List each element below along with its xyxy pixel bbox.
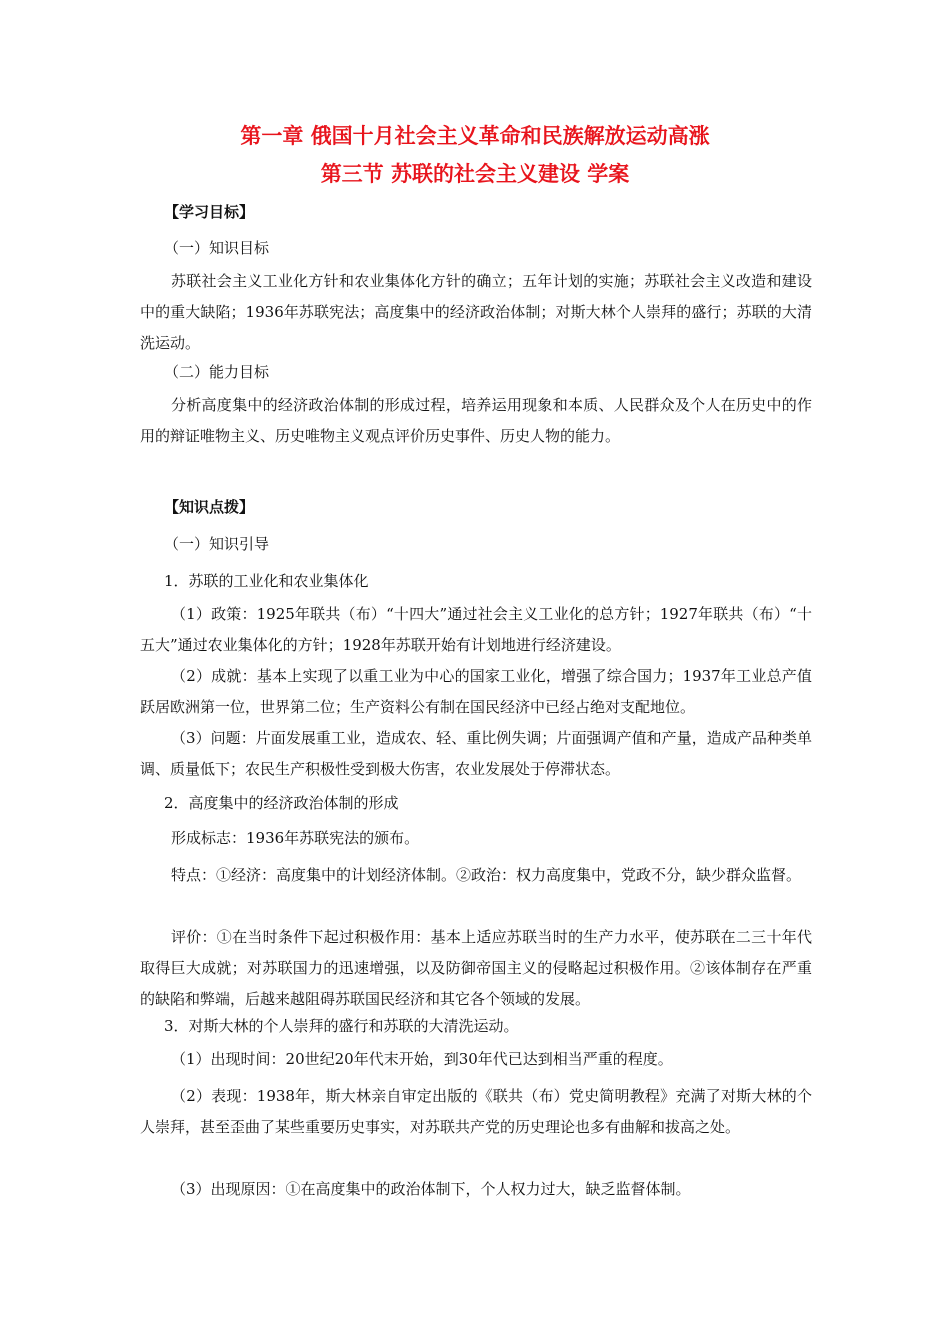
item3-causes: （3）出现原因：①在高度集中的政治体制下，个人权力过大，缺乏监督体制。 [171,1180,691,1198]
item2-formation-mark: 形成标志：1936年苏联宪法的颁布。 [171,829,420,847]
item1-achievements: （2）成就：基本上实现了以重工业为中心的国家工业化，增强了综合国力；1937年工业总产值跃居欧洲第一位，世界第二位；生产资料公有制在国民经济中已经占绝对支配地位。 [140,667,812,716]
item3-title: 3．对斯大林的个人崇拜的盛行和苏联的大清洗运动。 [164,1017,519,1035]
item3-manifestation: （2）表现：1938年，斯大林亲自审定出版的《联共（布）党史简明教程》充满了对斯大林的个人崇拜，甚至歪曲了某些重要历史事实，对苏联共产党的历史理论也多有曲解和拔高之处。 [140,1087,812,1136]
item2-features: 特点：①经济：高度集中的计划经济体制。②政治：权力高度集中，党政不分，缺少群众监督。 [171,866,802,884]
ability-objectives-text: 分析高度集中的经济政治体制的形成过程，培养运用现象和本质、人民群众及个人在历史中的作用的辩证唯物主义、历史唯物主义观点评价历史事件、历史人物的能力。 [140,396,812,445]
knowledge-guide-label: （一）知识引导 [164,535,270,553]
chapter-title: 第一章 俄国十月社会主义革命和民族解放运动高涨 [240,124,710,148]
knowledge-objectives-text: 苏联社会主义工业化方针和农业集体化方针的确立；五年计划的实施；苏联社会主义改造和建设中的重大缺陷；1936年苏联宪法；高度集中的经济政治体制；对斯大林个人崇拜的盛行；苏联的大清洗运动。 [140,272,812,352]
item1-policy: （1）政策：1925年联共（布）“十四大”通过社会主义工业化的总方针；1927年联共（布）“十五大”通过农业集体化的方针；1928年苏联开始有计划地进行经济建设。 [140,605,812,654]
learning-objectives-heading: 【学习目标】 [164,203,255,221]
item2-title: 2．高度集中的经济政治体制的形成 [164,794,399,812]
knowledge-points-heading: 【知识点拨】 [164,498,255,516]
item1-problems: （3）问题：片面发展重工业，造成农、轻、重比例失调；片面强调产值和产量，造成产品种类单调、质量低下；农民生产积极性受到极大伤害，农业发展处于停滞状态。 [140,729,812,778]
ability-objectives-label: （二）能力目标 [164,363,270,381]
section-title: 第三节 苏联的社会主义建设 学案 [320,162,630,186]
item2-evaluation: 评价：①在当时条件下起过积极作用：基本上适应苏联当时的生产力水平，使苏联在二三十年代取得巨大成就；对苏联国力的迅速增强，以及防御帝国主义的侵略起过积极作用。②该体制存在严重的缺陷和弊端，后越来越阻碍苏联国民经济和其它各个领域的发展。 [140,928,812,1008]
knowledge-objectives-label: （一）知识目标 [164,239,270,257]
item1-title: 1．苏联的工业化和农业集体化 [164,572,369,590]
item3-time: （1）出现时间：20世纪20年代末开始，到30年代已达到相当严重的程度。 [171,1050,673,1068]
